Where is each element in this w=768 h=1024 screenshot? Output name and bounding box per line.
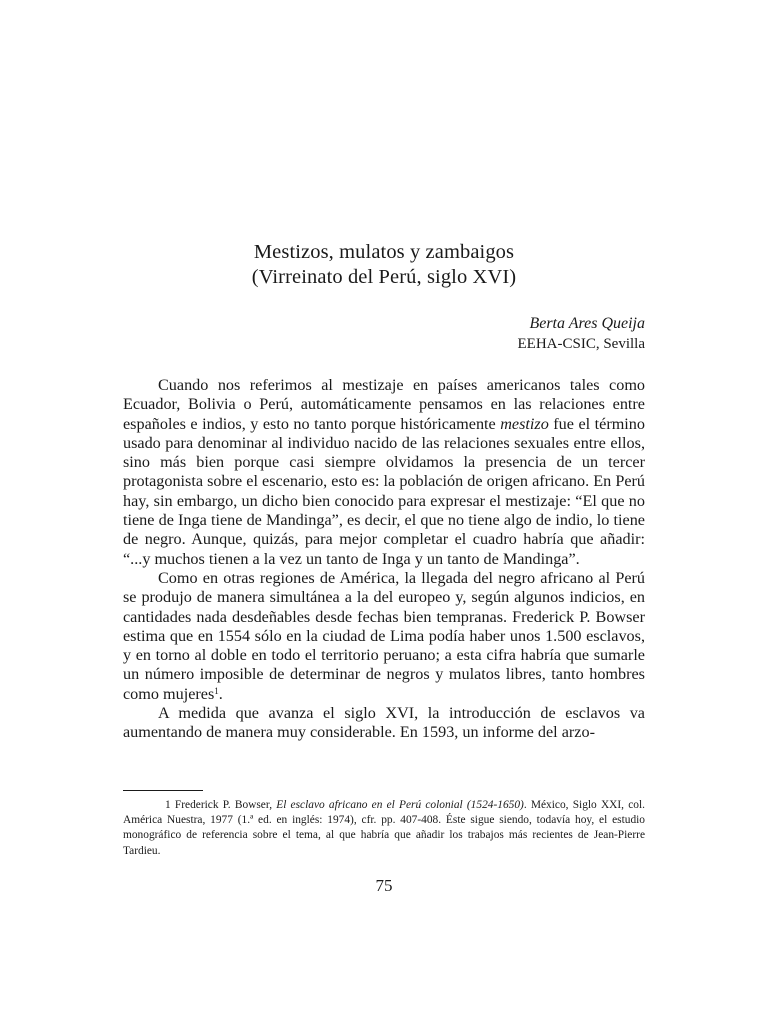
body-text <box>123 376 645 743</box>
title-line-1: Mestizos, mulatos y zambaigos <box>253 241 515 263</box>
page-number: 75 <box>375 876 393 895</box>
paragraph-3: A medida que avanza el siglo XVI, la introducción de esclavos va aumentando de manera muy considerable. En 1593, un informe del arzo- <box>123 704 645 742</box>
italic-term: mestizo <box>500 414 549 433</box>
title-line-2: (Virreinato del Perú, siglo XVI) <box>251 266 517 288</box>
author-affiliation: EEHA-CSIC, Sevilla <box>517 336 645 352</box>
footnote-reference[interactable]: 1 <box>214 685 219 696</box>
footnote-book-title: El esclavo africano en el Perú colonial (1524-1650) <box>276 799 524 811</box>
article-title <box>0 240 768 290</box>
footnote <box>123 798 645 859</box>
author-block <box>518 314 646 354</box>
paragraph-1: Cuando nos referimos al mestizaje en países americanos tales como Ecuador, Bolivia o Perú, automáticamente pensamos en las relaciones entre españoles e indios, y esto no tanto porque históricamente mestizo fue el término usado para denominar al individuo nacido de las relaciones sexuales entre ellos, sino más bien porque casi siempre olvidamos la presencia de un tercer protagonista sobre el escenario, esto es: la población de origen africano. En Perú hay, sin embargo, un dicho bien conocido para expresar el mestizaje: “El que no tiene de Inga tiene de Mandinga”, es decir, el que no tiene algo de indio, lo tiene de negro. Aunque, quizás, para mejor completar el cuadro habría que añadir: “...y muchos tienen a la vez un tanto de Inga y un tanto de Mandinga”. <box>123 376 645 568</box>
footnote-1: 1 Frederick P. Bowser, El esclavo africano en el Perú colonial (1524-1650). México, Siglo XXI, col. América Nuestra, 1977 (1.ª ed. en inglés: 1974), cfr. pp. 407-408. Éste sigue siendo, todavía hoy, el estudio monográfico de referencia sobre el tema, al que habría que añadir los trabajos más recientes de Jean-Pierre Tardieu. <box>123 799 645 857</box>
paragraph-2: Como en otras regiones de América, la llegada del negro africano al Perú se produjo de manera simultánea a la del europeo y, según algunos indicios, en cantidades nada desdeñables desde fechas bien tempranas. Frederick P. Bowser estima que en 1554 sólo en la ciudad de Lima podía haber unos 1.500 esclavos, y en torno al doble en todo el territorio peruano; a esta cifra habría que sumarle un número imposible de determinar de negros y mulatos libres, tanto hombres como mujeres$^1$. <box>123 568 645 703</box>
footnote-divider <box>123 790 203 791</box>
author-name: Berta Ares Queija <box>529 315 645 332</box>
footnote-number: 1 <box>165 799 171 811</box>
